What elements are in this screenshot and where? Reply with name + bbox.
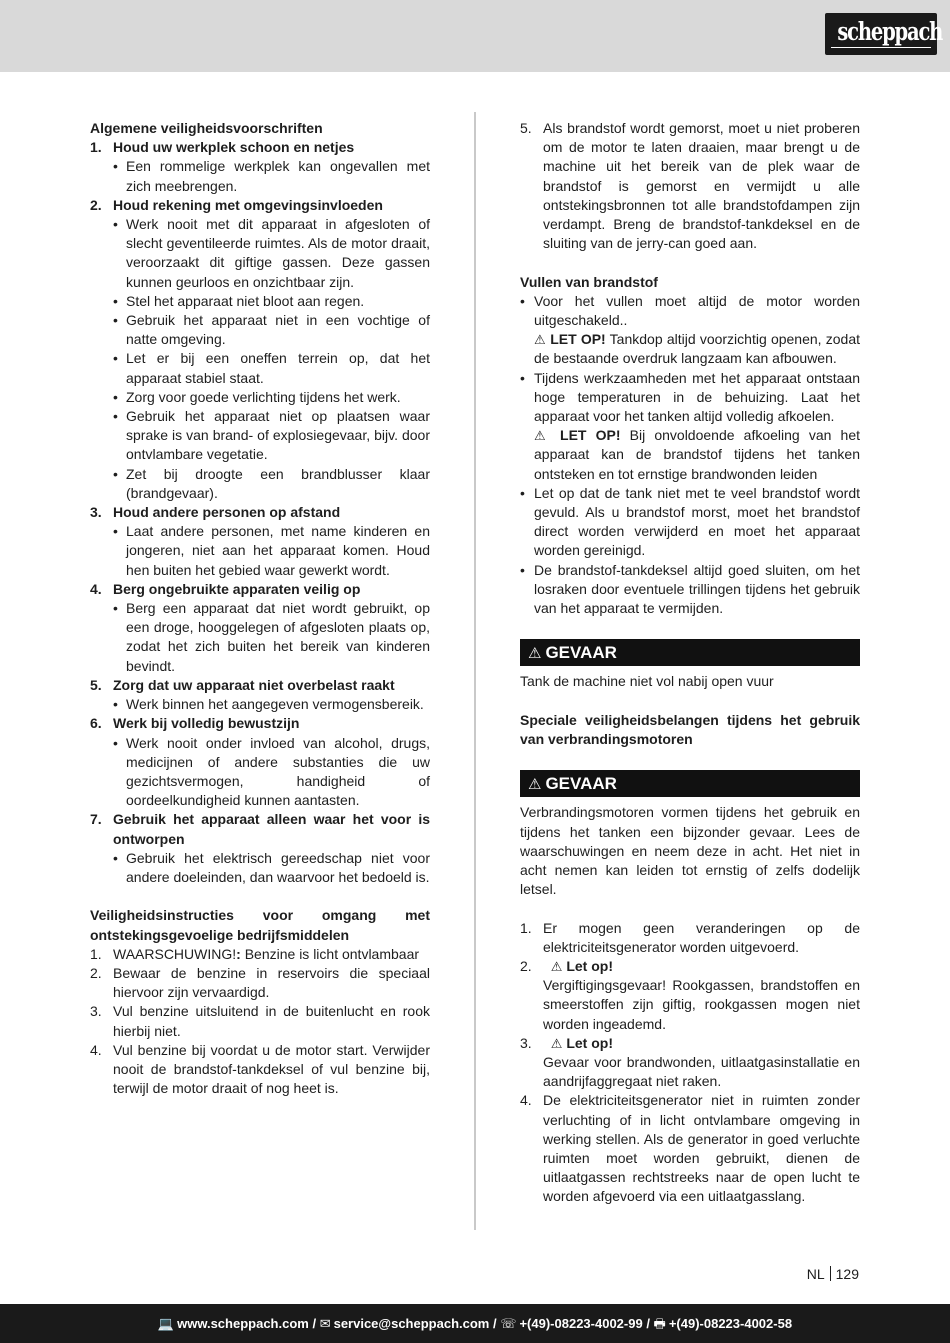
section-bullet-text: Werk nooit met dit apparaat in afgesloten of slecht geventileerde ruimtes. Als de motor draait, veroorzaakt dit giftige gassen. Deze gassen kunnen geurloos en onzichtbaar zijn. — [126, 216, 430, 290]
section-title: Berg ongebruikte apparaten veilig op — [113, 580, 361, 597]
section-bullet-text: Gebruik het apparaat niet in een vochtige of natte omgeving. — [126, 312, 430, 348]
section-bullet-text: Zet bij droogte een brandblusser klaar (brandgevaar). — [126, 465, 430, 501]
engine-item — [520, 957, 860, 1034]
section-number: 1. — [90, 139, 102, 156]
caution-label: ⚠ Let op! — [550, 1034, 613, 1051]
item-number: 2. — [520, 958, 532, 975]
refuel-bullet: • Voor het vullen moet altijd de motor worden uitgeschakeld.. ⚠ LET OP! Tankdop altijd voorzichtig openen, zodat de bestaande overdruk langzaam kan afbouwen. — [520, 292, 860, 369]
danger-label: GEVAAR — [545, 643, 617, 663]
warning-triangle-icon: ⚠ — [534, 428, 551, 444]
danger-text: Verbrandingsmotoren vormen tijdens het gebruik en tijdens het tanken een bijzonder gevaar. Lees de waarschuwingen en neem deze in acht. Het niet in acht nemen kan leiden tot ernstig of zelfs dodelijk letsel. — [520, 804, 860, 898]
logo-text: scheppach — [837, 17, 943, 46]
warning-triangle-icon: ⚠ — [528, 776, 542, 794]
refuel-bullet: • Tijdens werkzaamheden met het apparaat ontstaan hoge temperaturen in de behuizing. Laat het apparaat voor het tanken altijd volledig afkoelen. ⚠ LET OP! Bij onvoldoende afkoeling van het apparaat kan de brandstof tijdens het tanken ontsteken en tot ernstige brandwonden leiden — [520, 369, 860, 484]
section-bullet-text: Berg een apparaat dat niet wordt gebruikt, op een droge, hooggelegen of afgesloten plaats op, zodat het zich buiten het bereik van kinderen bevindt. — [126, 600, 430, 674]
refuel-bullet-text: Tijdens werkzaamheden met het apparaat ontstaan hoge temperaturen in de behuizing. Laat het apparaat voor het tanken altijd volledig afkoelen. — [534, 369, 860, 425]
section-bullet-text: Werk binnen het aangegeven vermogensbereik. — [126, 696, 424, 713]
language-code: NL — [806, 1266, 825, 1282]
section-number: 5. — [90, 676, 102, 693]
section-bullet: • Gebruik het elektrisch gereedschap niet voor andere doeleinden, dan waarvoor het bedoeld is. — [113, 849, 430, 885]
website-link[interactable]: www.scheppach.com — [177, 1316, 309, 1331]
refuel-bullet-text: Voor het vullen moet altijd de motor worden uitgeschakeld.. — [534, 292, 860, 329]
caution-label: ⚠ Let op! — [550, 958, 613, 975]
safety-section — [90, 676, 430, 714]
fax-number: +(49)-08223-4002-58 — [668, 1316, 793, 1331]
envelope-icon: ✉ — [319, 1316, 331, 1331]
fuel-item-text: Benzine is licht ontvlambaar — [240, 945, 420, 962]
item-number: 1. — [90, 945, 102, 962]
section-bullet-text: Stel het apparaat niet bloot aan regen. — [126, 292, 365, 309]
page-number — [807, 1265, 859, 1284]
fuel-item-text: Vul benzine bij voordat u de motor start. Verwijder nooit de brandstof-tankdeksel of vul benzine bij, terwijl de motor draait of nog heet is. — [113, 1041, 430, 1097]
engine-item — [520, 919, 860, 957]
warning-triangle-icon: ⚠ — [550, 959, 563, 975]
section-bullet: • Laat andere personen, met name kinderen en jongeren, niet aan het apparaat komen. Houd hen buiten het gebied waar gewerkt wordt. — [113, 523, 430, 578]
item-number: 4. — [520, 1092, 532, 1109]
section-bullet-text: Werk nooit onder invloed van alcohol, drugs, medicijnen of andere substanties die uw gezichtsvermogen, handigheid of oordeelkundigheid kunnen aantasten. — [126, 734, 430, 809]
item-number: 3. — [90, 1003, 102, 1020]
section-bullet: • Werk nooit met dit apparaat in afgesloten of slecht geventileerde ruimtes. Als de motor draait, veroorzaakt dit giftige gassen. Deze gassen kunnen geurloos en onzichtbaar zijn. — [113, 216, 430, 290]
section-bullet: • Werk binnen het aangegeven vermogensbereik. — [113, 696, 424, 713]
section-bullet: • Werk nooit onder invloed van alcohol, drugs, medicijnen of andere substanties die uw gezichtsvermogen, handigheid of oordeelkundigheid kunnen aantasten. — [113, 734, 430, 809]
refuel-title: Vullen van brandstof — [520, 273, 658, 290]
phone-icon: ☏ — [500, 1316, 517, 1331]
section-number: 2. — [90, 196, 102, 213]
fuel-item — [90, 1002, 430, 1040]
warning-triangle-icon: ⚠ — [534, 332, 546, 348]
section-bullet-text: Let er bij een oneffen terrein op, dat het apparaat stabiel staat. — [126, 350, 430, 386]
email-link[interactable]: service@scheppach.com — [333, 1316, 490, 1331]
engine-item-text: Er mogen geen veranderingen op de elektriciteitsgenerator worden uitgevoerd. — [543, 919, 860, 955]
engine-item — [520, 1034, 860, 1092]
engine-item-text: Gevaar voor brandwonden, uitlaatgasinstallatie en aandrijfaggregaat niet raken. — [543, 1054, 860, 1090]
flammable-fuels-title: Veiligheidsinstructies voor omgang met ontstekingsgevoelige bedrijfsmiddelen — [90, 907, 430, 943]
fuel-item-text: Bewaar de benzine in reservoirs die speciaal hiervoor zijn vervaardigd. — [113, 964, 430, 1001]
item-number: 1. — [520, 919, 532, 936]
refuel-bullet: • De brandstof-tankdeksel altijd goed sluiten, om het losraken door eventuele trillingen tijdens het gebruik van het apparaat te vermijden. — [520, 561, 860, 617]
danger-label: GEVAAR — [545, 774, 617, 794]
section-bullet: • Gebruik het apparaat niet op plaatsen waar sprake is van brand- of explosiegevaar, bijv. door ontvlambare vegetatie. — [113, 408, 430, 463]
right-column — [520, 119, 860, 1207]
engine-item-text: De elektriciteitsgenerator niet in ruimten zonder verluchting of in licht ontvlambare omgeving in werking stellen. Als de generator in goed verluchte ruimten moet worden gebruikt, dienen de uitlaatgassen rechtstreeks naar de open lucht te worden afgevoerd via een uitlaatgasslang. — [543, 1092, 860, 1205]
section-bullet-text: Gebruik het elektrisch gereedschap niet voor andere doeleinden, dan waarvoor het bedoeld is. — [126, 849, 430, 885]
section-title: Houd rekening met omgevingsinvloeden — [113, 196, 383, 213]
section-number: 3. — [90, 504, 102, 521]
fuel-item-text: Vul benzine uitsluitend in de buitenlucht en rook hierbij niet. — [113, 1003, 430, 1039]
warning-triangle-icon: ⚠ — [528, 645, 542, 663]
section-title: Zorg dat uw apparaat niet overbelast raakt — [113, 676, 395, 693]
refuel-bullet-text: Let op dat de tank niet met te veel brandstof wordt gevuld. Als u brandstof morst, moet het brandstof direct worden verwijderd en moet het apparaat worden gereinigd. — [534, 484, 860, 559]
left-column — [90, 119, 430, 1098]
caution-label: LET OP! — [560, 427, 621, 444]
section-bullet: • Gebruik het apparaat niet in een vochtige of natte omgeving. — [113, 312, 430, 348]
item-number: 3. — [520, 1034, 532, 1051]
caution-note: ⚠ LET OP! Tankdop altijd voorzichtig openen, zodat de bestaande overdruk langzaam kan afbouwen. — [534, 331, 860, 367]
fax-icon: 🖶 — [653, 1316, 666, 1331]
section-number: 6. — [90, 715, 102, 732]
header-band — [0, 0, 950, 72]
section-bullet: • Een rommelige werkplek kan ongevallen met zich meebrengen. — [113, 158, 430, 194]
caution-label: LET OP! — [550, 331, 606, 348]
section-bullet-text: Zorg voor goede verlichting tijdens het werk. — [126, 388, 401, 405]
scheppach-logo — [825, 13, 943, 55]
section-title: Werk bij volledig bewustzijn — [113, 715, 300, 732]
item-number: 5. — [520, 120, 532, 136]
section-number: 7. — [90, 811, 102, 828]
section-bullet: • Zorg voor goede verlichting tijdens het werk. — [113, 388, 401, 405]
fuel-item — [90, 945, 430, 964]
safety-section — [90, 580, 430, 676]
safety-section — [90, 196, 430, 503]
safety-section — [90, 503, 430, 580]
general-safety-sections — [90, 138, 430, 887]
section-title: Gebruik het apparaat alleen waar het voor is ontworpen — [113, 811, 430, 847]
warning-colon: : — [236, 945, 241, 962]
warning-triangle-icon: ⚠ — [550, 1035, 563, 1051]
page-separator — [830, 1266, 831, 1281]
danger-banner — [520, 639, 860, 666]
computer-icon: 💻 — [157, 1316, 175, 1331]
engine-item — [520, 1091, 860, 1206]
section-number: 4. — [90, 580, 102, 597]
phone-number: +(49)-08223-4002-99 — [519, 1316, 643, 1331]
section-bullet-text: Gebruik het apparaat niet op plaatsen waar sprake is van brand- of explosiegevaar, bijv. door ontvlambare vegetatie. — [126, 408, 430, 463]
safety-section — [90, 714, 430, 810]
safety-section — [90, 810, 430, 887]
refuel-bullet: • Let op dat de tank niet met te veel brandstof wordt gevuld. Als u brandstof morst, moet het brandstof direct worden verwijderd en moet het apparaat worden gereinigd. — [520, 484, 860, 559]
general-safety-title: Algemene veiligheidsvoorschriften — [90, 120, 323, 136]
item-number: 4. — [90, 1041, 102, 1058]
section-title: Houd uw werkplek schoon en netjes — [113, 139, 355, 156]
refuel-bullet-text: De brandstof-tankdeksel altijd goed sluiten, om het losraken door eventuele trillingen tijdens het gebruik van het apparaat te vermijden. — [534, 561, 860, 617]
section-title: Houd andere personen op afstand — [113, 504, 341, 521]
danger-banner — [520, 770, 860, 797]
fuel-item — [520, 119, 860, 253]
engine-item-text: Vergiftigingsgevaar! Rookgassen, brandstoffen en smeerstoffen zijn giftig, rookgassen mogen niet worden ingeademd. — [543, 977, 860, 1032]
warning-label: WAARSCHUWING! — [113, 945, 237, 962]
footer-bar: 💻 www.scheppach.com / ✉ service@scheppach.com / ☏ +(49)-08223-4002-99 / 🖶 +(49)-08223-4002-58 — [0, 1304, 950, 1343]
page-number-value: 129 — [835, 1266, 859, 1282]
fuel-item — [90, 1041, 430, 1099]
section-bullet: • Zet bij droogte een brandblusser klaar (brandgevaar). — [113, 465, 430, 501]
logo-underline — [831, 47, 931, 48]
item-number: 2. — [90, 964, 102, 981]
fuel-item — [90, 964, 430, 1002]
fuel-item-text: Als brandstof wordt gemorst, moet u niet proberen om de motor te laten draaien, maar brengt u de machine uit het bereik van de plek waar de brandstof is gemorst en vermijdt u alle ontstekingsbronnen tot alle brandstofdampen zijn verdampt. Breng de brandstof-tankdeksel en de sluiting van de jerry-can goed aan. — [543, 120, 860, 252]
column-divider — [474, 112, 476, 1230]
section-bullet: • Berg een apparaat dat niet wordt gebruikt, op een droge, hooggelegen of afgesloten plaats op, zodat het zich buiten het bereik van kinderen bevindt. — [113, 600, 430, 674]
section-bullet: • Stel het apparaat niet bloot aan regen. — [113, 292, 365, 309]
section-bullet: • Let er bij een oneffen terrein op, dat het apparaat stabiel staat. — [113, 350, 430, 386]
safety-section — [90, 138, 430, 196]
section-bullet-text: Laat andere personen, met name kinderen en jongeren, niet aan het apparaat komen. Houd hen buiten het gebied waar gewerkt wordt. — [126, 523, 430, 578]
danger-text: Tank de machine niet vol nabij open vuur — [520, 673, 774, 690]
combustion-engine-title: Speciale veiligheidsbelangen tijdens het gebruik van verbrandingsmotoren — [520, 711, 860, 748]
caution-note: ⚠ LET OP! Bij onvoldoende afkoeling van het apparaat kan de brandstof tijdens het tanken ontsteken en tot ernstige brandwonden leiden — [534, 427, 860, 482]
section-bullet-text: Een rommelige werkplek kan ongevallen met zich meebrengen. — [126, 158, 430, 194]
